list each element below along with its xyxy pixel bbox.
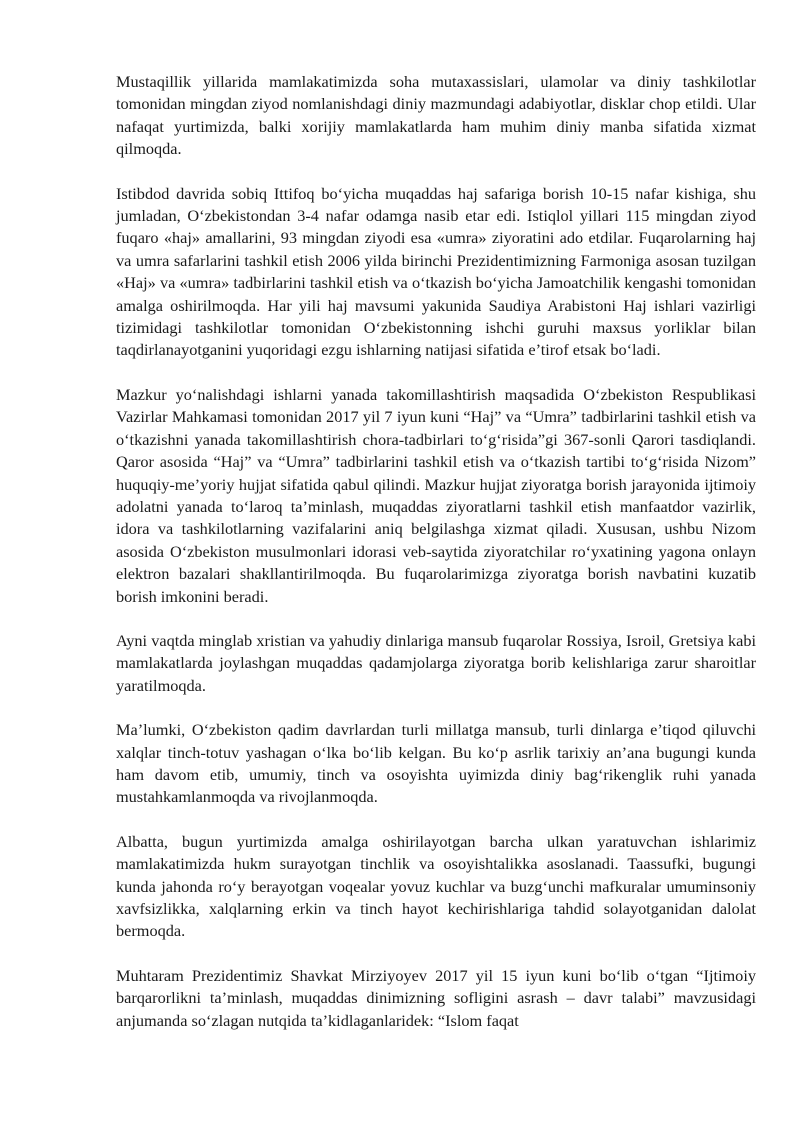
paragraph-7: Muhtaram Prezidentimiz Shavkat Mirziyoyev 2017 yil 15 iyun kuni bo‘lib o‘tgan “Ijtimoiy barqarorlikni ta’minlash, muqaddas dinimizning sofligini asrash – davr talabi” mavzusidagi anjumanda so‘zlagan nutqida ta’kidlaganlaridek: “Islom faqat [116, 965, 756, 1030]
paragraph-1: Mustaqillik yillarida mamlakatimizda soha mutaxassislari, ulamolar va diniy tashkilotlar tomonidan mingdan ziyod nomlanishdagi diniy mazmundagi adabiyotlar, disklar chop etildi. Ular nafaqat yurtimizda, balki xorijiy mamlakatlarda ham muhim diniy manba sifatida xizmat qilmoqda. [116, 72, 756, 159]
paragraph-5: Ma’lumki, O‘zbekiston qadim davrlardan turli millatga mansub, turli dinlarga e’tiqod qiluvchi xalqlar tinch-totuv yashagan o‘lka bo‘lib kelgan. Bu ko‘p asrlik tarixiy an’ana bugungi kunda ham davom etib, umumiy, tinch va osoyishta uyimizda diniy bag‘rikenglik ruhi yanada mustahkamlanmoqda va rivojlanmoqda. [116, 720, 756, 807]
paragraph-4: Ayni vaqtda minglab xristian va yahudiy dinlariga mansub fuqarolar Rossiya, Isroil, Gretsiya kabi mamlakatlarda joylashgan muqaddas qadamjolarga ziyoratga borib kelishlariga zarur sharoitlar yaratilmoqda. [116, 630, 756, 695]
paragraph-3: Mazkur yo‘nalishdagi ishlarni yanada takomillashtirish maqsadida O‘zbekiston Respublikasi Vazirlar Mahkamasi tomonidan 2017 yil 7 iyun kuni “Haj” va “Umra” tadbirlarini tashkil etish va o‘tkazishni yanada takomillashtirish chora-tadbirlari to‘g‘risida”gi 367-sonli Qarori tasdiqlandi. Qaror asosida “Haj” va “Umra” tadbirlarini tashkil etish va o‘tkazish tartibi to‘g‘risida Nizom” huquqiy-me’yoriy hujjat sifatida qabul qilindi. Mazkur hujjat ziyoratga borish jarayonida ijtimoiy adolatni yanada to‘laroq ta’minlash, muqaddas ziyoratlarni tashkil etish manfaatdor vazirlik, idora va tashkilotlarning vazifalarini aniq belgilashga xizmat qiladi. Xususan, ushbu Nizom asosida O‘zbekiston musulmonlari idorasi veb-saytida ziyoratchilar ro‘yxatining yagona onlayn elektron bazalari shakllantirilmoqda. Bu fuqarolarimizga ziyoratga borish navbatini kuzatib borish imkonini beradi. [116, 384, 756, 606]
document-page [116, 71, 756, 1054]
paragraph-2: Istibdod davrida sobiq Ittifoq bo‘yicha muqaddas haj safariga borish 10-15 nafar kishiga, shu jumladan, O‘zbekistondan 3-4 nafar odamga nasib etar edi. Istiqlol yillari 115 mingdan ziyod fuqaro «haj» amallarini, 93 mingdan ziyodi esa «umra» ziyoratini ado etdilar. Fuqarolarning haj va umra safarlarini tashkil etish 2006 yilda birinchi Prezidentimizning Farmoniga asosan tuzilgan «Haj» va «umra» tadbirlarini tashkil etish va o‘tkazish bo‘yicha Jamoatchilik kengashi tomonidan amalga oshirilmoqda. Har yili haj mavsumi yakunida Saudiya Arabistoni Haj ishlari vazirligi tizimidagi tashkilotlar tomonidan O‘zbekistonning ishchi guruhi maxsus yorliklar bilan taqdirlanayotganini yuqoridagi ezgu ishlarning natijasi sifatida e’tirof etsak bo‘ladi. [116, 183, 756, 360]
paragraph-6: Albatta, bugun yurtimizda amalga oshirilayotgan barcha ulkan yaratuvchan ishlarimiz mamlakatimizda hukm surayotgan tinchlik va osoyishtalikka asoslanadi. Taassufki, bugungi kunda jahonda ro‘y berayotgan voqealar yovuz kuchlar va buzg‘unchi mafkuralar umuminsoniy xavfsizlikka, xalqlarning erkin va tinch hayot kechirishlariga tahdid solayotganidan dalolat bermoqda. [116, 831, 756, 941]
